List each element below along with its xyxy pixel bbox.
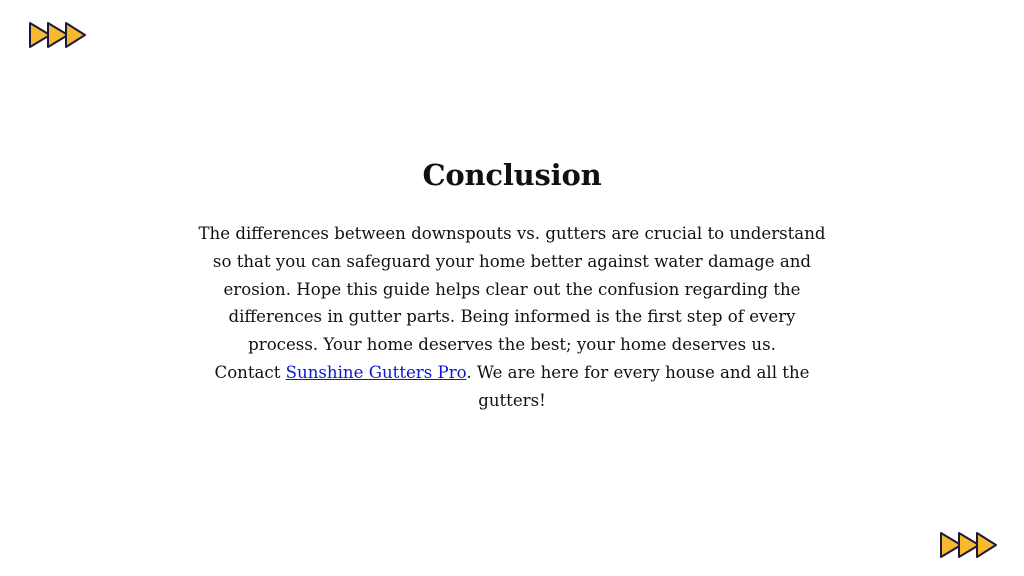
conclusion-section (192, 155, 832, 415)
page-title: Conclusion (422, 158, 602, 192)
triple-arrow-icon-bottom (939, 531, 997, 559)
contact-prefix: Contact (214, 362, 286, 382)
contact-suffix: . We are here for every house and all the gutters! (466, 362, 810, 410)
conclusion-paragraph (192, 220, 832, 415)
sunshine-gutters-pro-link[interactable]: Sunshine Gutters Pro (285, 362, 467, 382)
triple-arrow-icon-top (28, 21, 86, 49)
body-text: The differences between downspouts vs. gutters are crucial to understand so that you can safeguard your home better against water damage and erosion. Hope this guide helps clear out the confusion regarding the differences in gutter parts. Being informed is the first step of every process. Your home deserves the best; your home deserves us. (198, 224, 826, 355)
